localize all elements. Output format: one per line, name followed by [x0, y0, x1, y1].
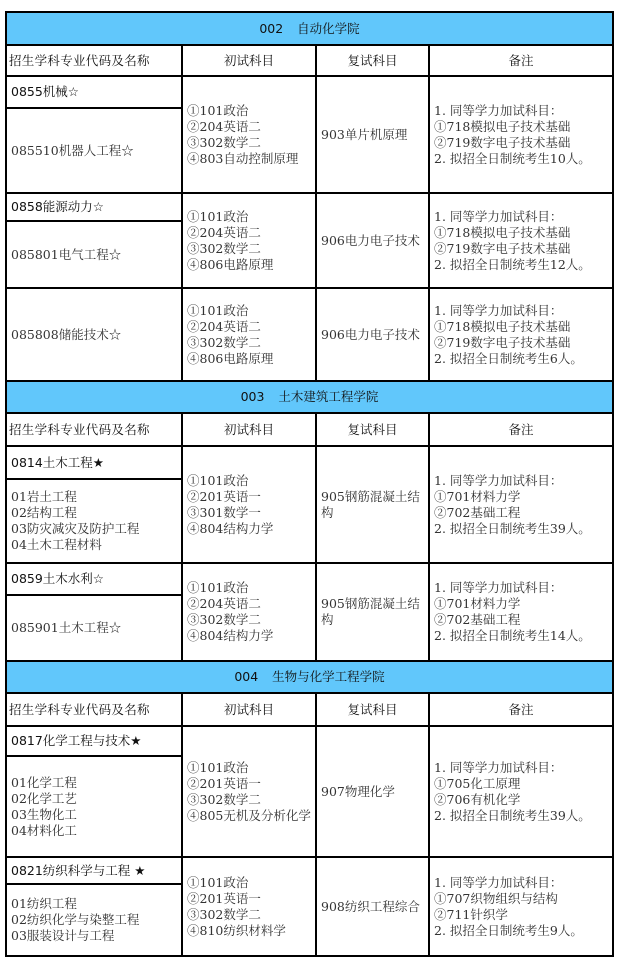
section-name: 自动化学院: [297, 20, 360, 36]
exam-subject: ④810纺织材料学: [187, 922, 286, 938]
note-line: 2. 拟招全日制统考生12人。: [434, 256, 591, 272]
note-line: ②702基础工程: [434, 504, 521, 520]
note-line: ①701材料力学: [434, 488, 521, 504]
initial-exam-cell: [182, 726, 316, 857]
section-code: 002: [259, 20, 284, 36]
program-name: 02结构工程: [11, 505, 77, 520]
program-name: 01纺织工程: [11, 896, 77, 911]
table-row: [6, 193, 613, 221]
discipline-name: 0821纺织科学与工程 ★: [6, 857, 182, 884]
note-line: ①701材料力学: [434, 596, 521, 611]
column-header-notes: 备注: [429, 693, 613, 726]
column-header-row: [6, 693, 613, 726]
notes-cell: [429, 726, 613, 857]
exam-subject: ②204英语二: [187, 118, 261, 134]
program-name: 01岩土工程: [11, 489, 77, 504]
table-row: [6, 446, 613, 479]
program-name-cell: [6, 756, 182, 857]
table-row: [6, 563, 613, 595]
section-header-003: [6, 381, 613, 413]
exam-subject: ④804结构力学: [187, 628, 274, 643]
retest-cell: 908纺织工程综合: [316, 857, 429, 956]
initial-exam-cell: [182, 288, 316, 381]
exam-subject: ④805无机及分析化学: [187, 807, 311, 823]
initial-exam-cell: [182, 563, 316, 661]
program-name-cell: [6, 479, 182, 563]
column-header-discipline: 招生学科专业代码及名称: [6, 693, 182, 726]
column-header-row: [6, 413, 613, 446]
column-header-discipline: 招生学科专业代码及名称: [6, 413, 182, 446]
program-name: 03服装设计与工程: [11, 928, 115, 943]
initial-exam-cell: [182, 193, 316, 288]
program-name: 04土木工程材料: [11, 537, 102, 552]
note-line: 2. 拟招全日制统考生14人。: [434, 628, 591, 643]
exam-subject: ②201英语一: [187, 775, 261, 791]
exam-subject: ①101政治: [187, 874, 249, 890]
exam-subject: ④806电路原理: [187, 256, 274, 272]
note-line: 1. 同等学力加试科目：: [434, 302, 563, 318]
initial-exam-cell: [182, 446, 316, 563]
program-name-cell: [6, 884, 182, 956]
exam-subject: ③301数学一: [187, 504, 261, 520]
section-header-row: [6, 381, 613, 413]
section-header-002: [6, 12, 613, 45]
exam-subject: ①101政治: [187, 580, 249, 595]
retest-cell: 907物理化学: [316, 726, 429, 857]
retest-cell: 905钢筋混凝土结构: [316, 563, 429, 661]
exam-subject: ①101政治: [187, 759, 249, 775]
program-name: 085801电气工程☆: [11, 246, 122, 262]
program-name: 03生物化工: [11, 806, 77, 822]
section-code: 003: [240, 389, 265, 404]
note-line: ①718模拟电子技术基础: [434, 224, 571, 240]
exam-subject: ②204英语二: [187, 318, 261, 334]
discipline-name: 0814土木工程★: [6, 446, 182, 479]
exam-subject: ②204英语二: [187, 596, 261, 611]
retest-cell: 906电力电子技术: [316, 288, 429, 381]
exam-subject: ③302数学二: [187, 334, 261, 350]
note-line: 2. 拟招全日制统考生9人。: [434, 922, 583, 938]
column-header-row: [6, 45, 613, 76]
note-line: 1. 同等学力加试科目：: [434, 874, 563, 890]
note-line: 1. 同等学力加试科目：: [434, 472, 563, 488]
note-line: ②706有机化学: [434, 791, 521, 807]
program-name: 02化学工艺: [11, 790, 77, 806]
section-header-row: [6, 661, 613, 693]
note-line: 1. 同等学力加试科目：: [434, 759, 563, 775]
note-line: ①707织物组织与结构: [434, 890, 558, 906]
notes-cell: [429, 446, 613, 563]
note-line: ①718模拟电子技术基础: [434, 118, 571, 134]
exam-subject: ②204英语二: [187, 224, 261, 240]
notes-cell: [429, 288, 613, 381]
discipline-name: 0855机械☆: [6, 76, 182, 108]
exam-subject: ④804结构力学: [187, 520, 274, 536]
note-line: 1. 同等学力加试科目：: [434, 208, 563, 224]
exam-subject: ①101政治: [187, 208, 249, 224]
exam-subject: ④806电路原理: [187, 350, 274, 366]
notes-cell: [429, 76, 613, 193]
exam-subject: ①101政治: [187, 302, 249, 318]
note-line: 2. 拟招全日制统考生39人。: [434, 520, 591, 536]
exam-subject: ③302数学二: [187, 134, 261, 150]
section-header-row: [6, 12, 613, 45]
exam-subject: ③302数学二: [187, 791, 261, 807]
admissions-table: [5, 11, 614, 957]
exam-subject: ②201英语一: [187, 488, 261, 504]
program-name-cell: [6, 595, 182, 661]
section-name: 生物与化学工程学院: [272, 669, 385, 684]
exam-subject: ③302数学二: [187, 240, 261, 256]
table-row: [6, 288, 613, 381]
table-row: [6, 76, 613, 108]
note-line: 1. 同等学力加试科目：: [434, 102, 563, 118]
column-header-initial-exam: 初试科目: [182, 45, 316, 76]
table-row: [6, 857, 613, 884]
note-line: 2. 拟招全日制统考生39人。: [434, 807, 591, 823]
discipline-name: 0859土木水利☆: [6, 563, 182, 595]
retest-cell: 905钢筋混凝土结构: [316, 446, 429, 563]
notes-cell: [429, 857, 613, 956]
note-line: ②719数字电子技术基础: [434, 134, 571, 150]
note-line: ②719数字电子技术基础: [434, 334, 571, 350]
program-name: 01化学工程: [11, 774, 77, 790]
section-code: 004: [234, 669, 259, 684]
exam-subject: ②201英语一: [187, 890, 261, 906]
program-name: 085510机器人工程☆: [11, 142, 134, 158]
exam-subject: ①101政治: [187, 102, 249, 118]
program-name-cell: [6, 221, 182, 288]
exam-subject: ④803自动控制原理: [187, 150, 299, 166]
program-name: 02纺织化学与染整工程: [11, 912, 140, 927]
exam-subject: ③302数学二: [187, 612, 261, 627]
discipline-name: 0817化学工程与技术★: [6, 726, 182, 756]
program-name: 085808储能技术☆: [11, 326, 122, 342]
table-row: [6, 726, 613, 756]
discipline-name: 0858能源动力☆: [6, 193, 182, 221]
initial-exam-cell: [182, 857, 316, 956]
column-header-discipline: 招生学科专业代码及名称: [6, 45, 182, 76]
note-line: ②719数字电子技术基础: [434, 240, 571, 256]
exam-subject: ①101政治: [187, 472, 249, 488]
initial-exam-cell: [182, 76, 316, 193]
column-header-notes: 备注: [429, 413, 613, 446]
column-header-retest: 复试科目: [316, 413, 429, 446]
exam-subject: ③302数学二: [187, 906, 261, 922]
column-header-initial-exam: 初试科目: [182, 693, 316, 726]
notes-cell: [429, 193, 613, 288]
column-header-retest: 复试科目: [316, 693, 429, 726]
column-header-notes: 备注: [429, 45, 613, 76]
column-header-retest: 复试科目: [316, 45, 429, 76]
program-name: 085901土木工程☆: [11, 620, 122, 635]
notes-cell: [429, 563, 613, 661]
note-line: 1. 同等学力加试科目：: [434, 580, 563, 595]
program-name: 03防灾减灾及防护工程: [11, 521, 140, 536]
note-line: 2. 拟招全日制统考生6人。: [434, 350, 583, 366]
column-header-initial-exam: 初试科目: [182, 413, 316, 446]
retest-cell: 903单片机原理: [316, 76, 429, 193]
note-line: ②711针织学: [434, 906, 508, 922]
note-line: 2. 拟招全日制统考生10人。: [434, 150, 591, 166]
retest-cell: 906电力电子技术: [316, 193, 429, 288]
section-name: 土木建筑工程学院: [278, 389, 379, 404]
program-name: 04材料化工: [11, 822, 77, 838]
note-line: ①718模拟电子技术基础: [434, 318, 571, 334]
program-name-cell: [6, 108, 182, 193]
note-line: ①705化工原理: [434, 775, 521, 791]
section-header-004: [6, 661, 613, 693]
note-line: ②702基础工程: [434, 612, 521, 627]
program-name-cell: [6, 288, 182, 381]
